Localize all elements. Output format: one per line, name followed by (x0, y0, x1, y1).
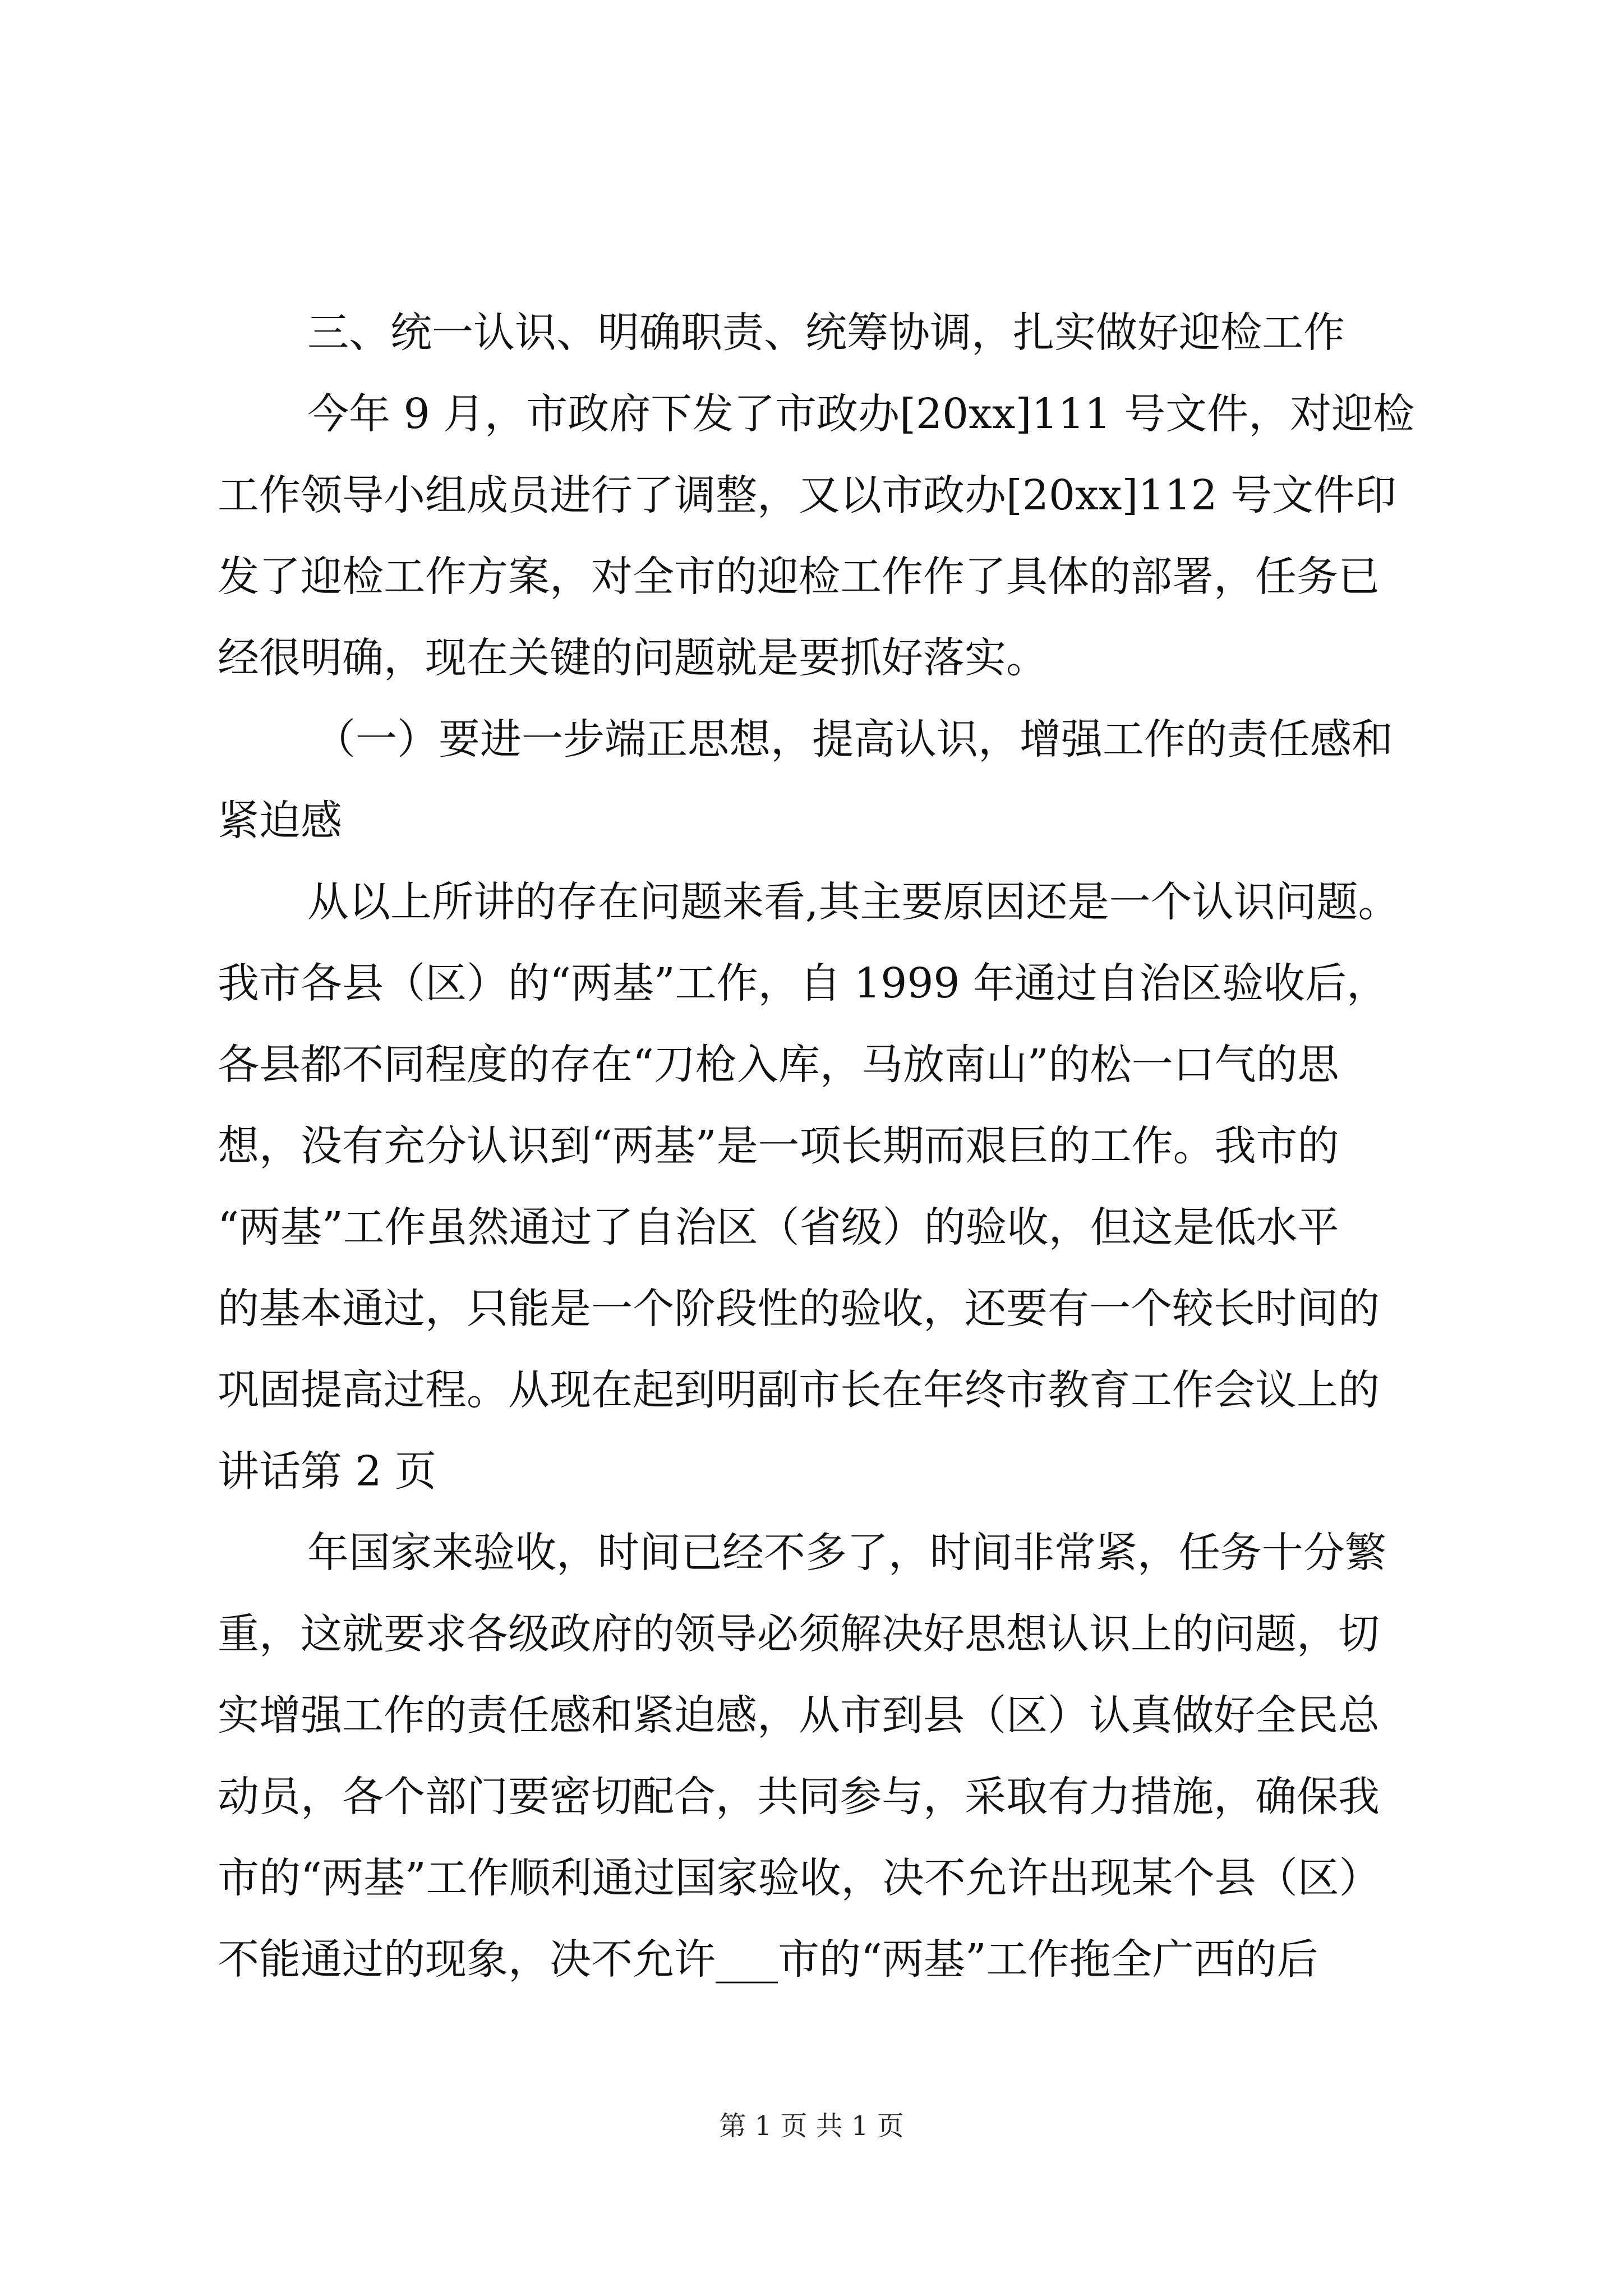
page-footer: 第 1 页 共 1 页 (719, 2110, 904, 2142)
paragraph-line: 发了迎检工作方案，对全市的迎检工作作了具体的部署，任务已 (218, 553, 1380, 601)
paragraph-line: 不能通过的现象，决不允许___市的“两基”工作拖全广西的后 (218, 1935, 1318, 1984)
paragraph-line: 想，没有充分认识到“两基”是一项长期而艰巨的工作。我市的 (218, 1122, 1339, 1170)
paragraph-line: 重，这就要求各级政府的领导必须解决好思想认识上的问题，切 (218, 1610, 1380, 1658)
section-heading: 三、统一认识、明确职责、统筹协调，扎实做好迎检工作 (307, 309, 1345, 357)
paragraph-line: 动员，各个部门要密切配合，共同参与，采取有力措施，确保我 (218, 1773, 1380, 1821)
paragraph-line: 我市各县（区）的“两基”工作，自 1999 年通过自治区验收后， (218, 959, 1389, 1007)
subsection-heading: （一）要进一步端正思想，提高认识，增强工作的责任感和 (314, 715, 1393, 763)
paragraph-line: 经很明确，现在关键的问题就是要抓好落实。 (218, 634, 1048, 682)
subsection-heading-continued: 紧迫感 (218, 797, 342, 845)
paragraph-line: 的基本通过，只能是一个阶段性的验收，还要有一个较长时间的 (218, 1285, 1380, 1333)
paragraph-line: 今年 9 月，市政府下发了市政办[20xx]111 号文件，对迎检 (307, 390, 1415, 438)
paragraph-line: 实增强工作的责任感和紧迫感，从市到县（区）认真做好全民总 (218, 1691, 1380, 1740)
paragraph-line: 从以上所讲的存在问题来看,其主要原因还是一个认识问题。 (307, 878, 1400, 926)
paragraph-line: 工作领导小组成员进行了调整，又以市政办[20xx]112 号文件印 (218, 471, 1397, 519)
paragraph-line: 讲话第 2 页 (218, 1447, 437, 1496)
paragraph-line: 市的“两基”工作顺利通过国家验收，决不允许出现某个县（区） (218, 1854, 1381, 1902)
paragraph-line: 各县都不同程度的存在“刀枪入库，马放南山”的松一口气的思 (218, 1041, 1339, 1089)
paragraph-line: “两基”工作虽然通过了自治区（省级）的验收，但这是低水平 (218, 1203, 1339, 1251)
paragraph-line: 巩固提高过程。从现在起到明副市长在年终市教育工作会议上的 (218, 1366, 1380, 1414)
paragraph-line: 年国家来验收，时间已经不多了，时间非常紧，任务十分繁 (307, 1529, 1386, 1577)
